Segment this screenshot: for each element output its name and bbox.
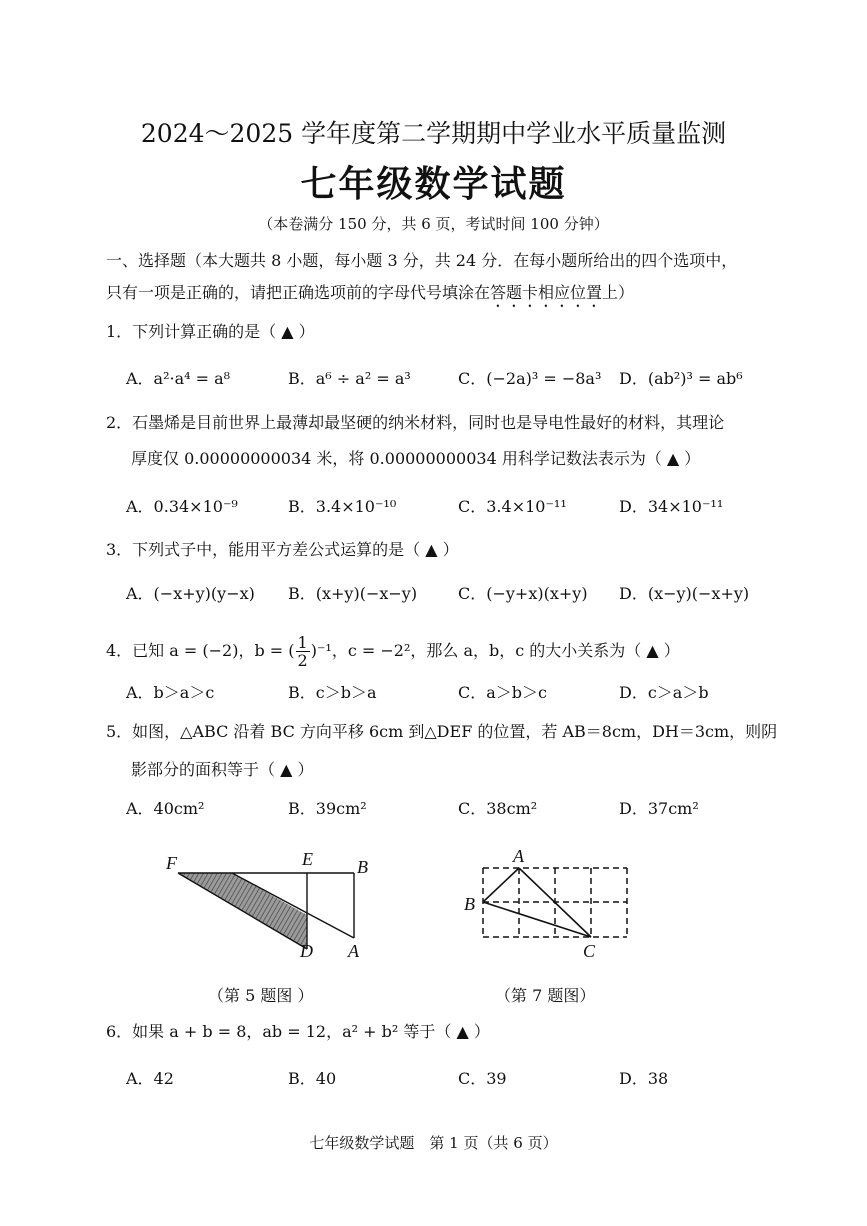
question-1-option-c: C．(−2a)³ = −8a³ [458, 369, 602, 388]
question-1-option-d: D．(ab²)³ = ab⁶ [619, 369, 743, 388]
question-5-option-a: A．40cm² [126, 799, 205, 818]
question-3-option-c: C．(−y+x)(x+y) [458, 584, 588, 603]
question-6-option-b: B．40 [288, 1069, 337, 1088]
question-2-option-a: A．0.34×10⁻⁹ [126, 497, 238, 516]
question-5-stem-line1: 5．如图，△ABC 沿着 BC 方向平移 6cm 到△DEF 的位置，若 AB＝8cm，DH＝3cm，则阴 [106, 722, 778, 741]
section-intro-line2-emphasis: 答题卡相应位置 [490, 283, 603, 302]
question-5-option-d: D．37cm² [619, 799, 699, 818]
question-4-fraction-numerator: 1 [297, 633, 308, 652]
question-3-option-d: D．(x−y)(−x+y) [619, 584, 750, 603]
figure-5-label-e: E [302, 849, 313, 869]
question-1-stem: 1．下列计算正确的是（ ▲ ） [106, 322, 315, 341]
section-intro-line2-a: 只有一项是正确的，请把正确选项前的字母代号填涂在 [106, 283, 491, 302]
question-6-stem: 6．如果 a + b = 8，ab = 12，a² + b² 等于（ ▲ ） [106, 1022, 490, 1041]
question-4-stem-a: 4．已知 a = (−2)，b = ( [106, 641, 295, 660]
section-intro-line1: 一、选择题（本大题共 8 小题，每小题 3 分，共 24 分．在每小题所给出的四个选项中， [106, 251, 738, 270]
figure-7-caption: （第 7 题图） [495, 986, 596, 1005]
exam-title: 2024～2025 学年度第二学期期中学业水平质量监测 [140, 119, 727, 148]
figure-5-label-d: D [300, 941, 313, 961]
figure-5-diagram [150, 845, 380, 965]
question-4-option-a: A．b＞a＞c [126, 683, 215, 702]
question-4-option-c: C．a＞b＞c [458, 683, 547, 702]
question-4-option-b: B．c＞b＞a [288, 683, 377, 702]
question-1-option-a: A．a²·a⁴ = a⁸ [126, 369, 231, 388]
exam-subtitle: 七年级数学试题 [300, 163, 567, 205]
question-6-option-d: D．38 [619, 1069, 669, 1088]
question-6-option-c: C．39 [458, 1069, 507, 1088]
question-3-option-a: A．(−x+y)(y−x) [126, 584, 255, 603]
question-5-option-c: C．38cm² [458, 799, 538, 818]
question-5-option-b: B．39cm² [288, 799, 367, 818]
question-3-option-b: B．(x+y)(−x−y) [288, 584, 418, 603]
question-4-stem [106, 634, 680, 669]
figure-5-caption: （第 5 题图 ） [208, 986, 314, 1005]
question-3-stem: 3．下列式子中，能用平方差公式运算的是（ ▲ ） [106, 540, 459, 559]
question-2-stem-line2: 厚度仅 0.00000000034 米，将 0.00000000034 用科学记数法表示为（ ▲ ） [131, 449, 701, 468]
question-4-stem-b: )⁻¹，c = −2²，那么 a，b，c 的大小关系为（ ▲ ） [310, 641, 680, 660]
section-intro-line2 [106, 280, 634, 311]
question-5-stem-line2: 影部分的面积等于（ ▲ ） [131, 760, 314, 779]
figure-7-label-a: A [513, 846, 524, 866]
figure-7-label-b: B [464, 894, 475, 914]
question-2-stem-line1: 2．石墨烯是目前世界上最薄却最坚硬的纳米材料，同时也是导电性最好的材料，其理论 [106, 413, 725, 432]
section-intro-line2-c: 上） [602, 283, 635, 302]
question-2-option-b: B．3.4×10⁻¹⁰ [288, 497, 397, 516]
question-4-fraction [296, 634, 310, 669]
figure-7-diagram [455, 840, 645, 965]
question-1-option-b: B．a⁶ ÷ a² = a³ [288, 369, 411, 388]
question-4-option-d: D．c＞a＞b [619, 683, 709, 702]
figure-5-label-f: F [166, 853, 177, 873]
figure-5-label-a: A [348, 941, 359, 961]
question-4-fraction-denominator: 2 [297, 651, 308, 670]
exam-info: （本卷满分 150 分，共 6 页，考试时间 100 分钟） [258, 215, 609, 233]
figure-5-label-b: B [357, 857, 368, 877]
figure-7-label-c: C [583, 941, 596, 961]
page-footer: 七年级数学试题 第 1 页（共 6 页） [309, 1134, 558, 1152]
question-6-option-a: A．42 [126, 1069, 174, 1088]
question-2-option-d: D．34×10⁻¹¹ [619, 497, 724, 516]
question-2-option-c: C．3.4×10⁻¹¹ [458, 497, 567, 516]
